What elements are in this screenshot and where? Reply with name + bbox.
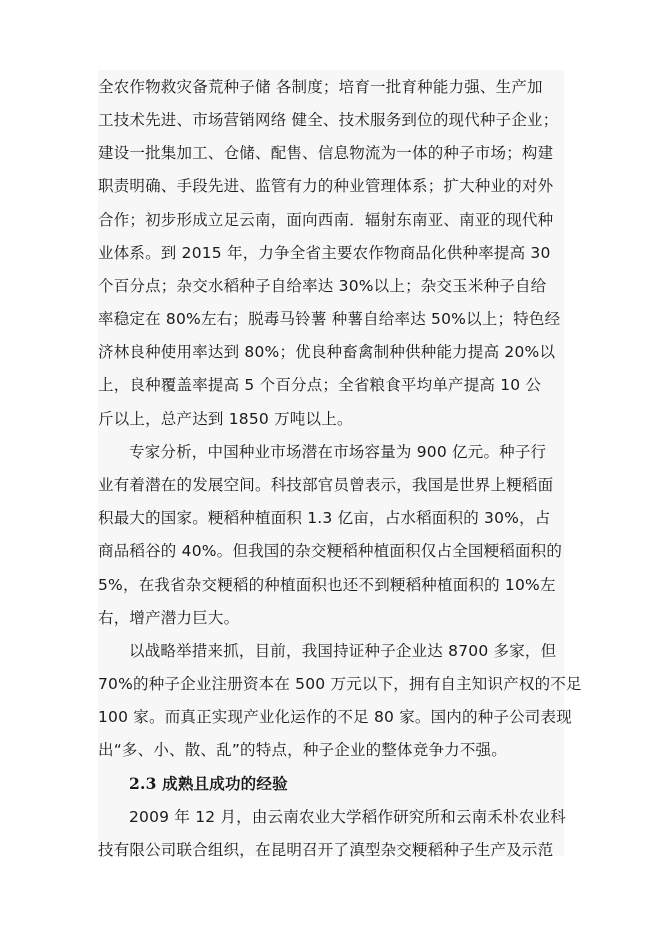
text-line: 商品稻谷的 40%。但我国的杂交粳稻种植面积仅占全国粳稻面积的 <box>98 542 563 560</box>
text-line: 右，增产潜力巨大。 <box>98 609 240 627</box>
text-line: 积最大的国家。粳稻种植面积 1.3 亿亩，占水稻面积的 30%，占 <box>98 509 551 527</box>
text-line: 济林良种使用率达到 80%；优良种畜禽制种供种能力提高 20%以 <box>98 343 556 361</box>
text-line: 斤以上，总产达到 1850 万吨以上。 <box>98 410 353 428</box>
text-line: 100 家。而真正实现产业化运作的不足 80 家。国内的种子公司表现 <box>98 708 572 726</box>
text-line: 业有着潜在的发展空间。科技部官员曾表示，我国是世界上粳稻面 <box>98 476 554 494</box>
text-line: 工技术先进、市场营销网络 健全、技术服务到位的现代种子企业； <box>98 111 559 129</box>
text-line: 职责明确、手段先进、监管有力的种业管理体系；扩大种业的对外 <box>98 177 554 195</box>
text-line: 70%的种子企业注册资本在 500 万元以下，拥有自主知识产权的不足 <box>98 675 582 693</box>
text-line: 全农作物救灾备荒种子储 各制度；培育一批育种能力强、生产加 <box>98 78 543 96</box>
text-line: 率稳定在 80%左右；脱毒马铃薯 种薯自给率达 50%以上；特色经 <box>98 310 561 328</box>
text-line: 业体系。到 2015 年，力争全省主要农作物商品化供种率提高 30 <box>98 244 551 262</box>
paragraph-start: 以战略举措来抓，目前，我国持证种子企业达 8700 多家，但 <box>129 642 557 660</box>
text-line: 建设一批集加工、仓储、配售、信息物流为一体的种子市场；构建 <box>98 144 554 162</box>
text-line: 技有限公司联合组织，在昆明召开了滇型杂交粳稻种子生产及示范 <box>98 841 554 859</box>
text-line: 合作；初步形成立足云南，面向西南．辐射东南亚、南亚的现代种 <box>98 211 554 229</box>
paragraph-start: 2009 年 12 月，由云南农业大学稻作研究所和云南禾朴农业科 <box>129 808 566 826</box>
text-line: 5%，在我省杂交粳稻的种植面积也还不到粳稻种植面积的 10%左 <box>98 576 556 594</box>
paragraph-start: 专家分析，中国种业市场潜在市场容量为 900 亿元。种子行 <box>129 443 547 461</box>
text-line: 上，良种覆盖率提高 5 个百分点；全省粮食平均单产提高 10 公 <box>98 376 542 394</box>
document-body <box>98 70 582 859</box>
text-line: 出“多、小、散、乱”的特点，种子企业的整体竞争力不强。 <box>98 741 507 759</box>
section-heading: 2.3 成熟且成功的经验 <box>129 774 288 793</box>
text-line: 个百分点；杂交水稻种子自给率达 30%以上；杂交玉米种子自给 <box>98 277 547 295</box>
